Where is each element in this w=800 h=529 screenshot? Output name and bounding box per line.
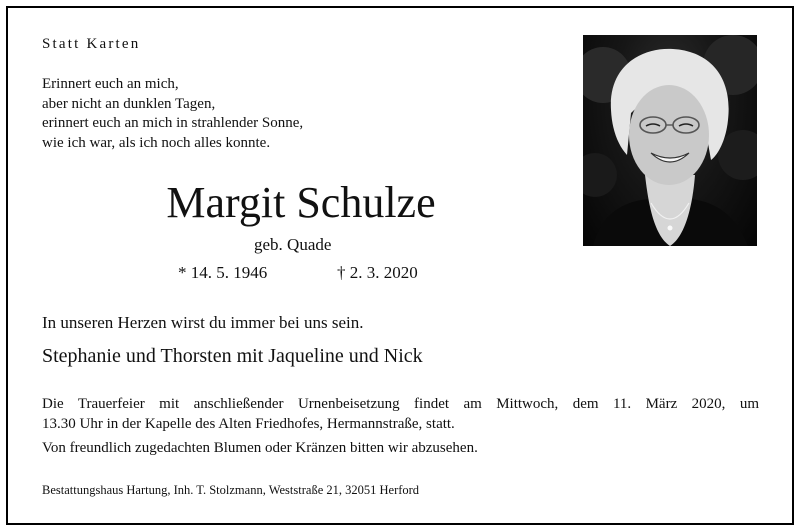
motto-line: In unseren Herzen wirst du immer bei uns sein. — [42, 313, 364, 332]
funeral-home: Bestattungshaus Hartung, Inh. T. Stolzmann, Weststraße 21, 32051 Herford — [42, 483, 420, 497]
death-date: † 2. 3. 2020 — [337, 263, 418, 282]
maiden-name: geb. Quade — [254, 235, 332, 254]
ceremony-line: 13.30 Uhr in der Kapelle des Alten Friedhofes, Hermannstraße, statt. — [42, 416, 455, 432]
notice-header: Statt Karten — [42, 36, 141, 52]
poem-line: aber nicht an dunklen Tagen, — [42, 95, 216, 112]
portrait-illustration — [583, 35, 757, 246]
birth-date: * 14. 5. 1946 — [178, 263, 268, 282]
poem — [42, 75, 303, 153]
poem-line: Erinnert euch an mich, — [42, 76, 179, 92]
portrait-photo — [583, 35, 757, 246]
ceremony-text — [42, 394, 759, 434]
deceased-name: Margit Schulze — [166, 178, 436, 227]
poem-line: wie ich war, als ich noch alles konnte. — [42, 134, 271, 151]
poem-line: erinnert euch an mich in strahlender Sonne, — [42, 115, 304, 131]
flowers-request: Von freundlich zugedachten Blumen oder Kränzen bitten wir abzusehen. — [42, 440, 478, 456]
ceremony-line: Die Trauerfeier mit anschließender Urnenbeisetzung findet am Mittwoch, dem 11. März 2020, um — [42, 396, 759, 412]
mourners-line: Stephanie und Thorsten mit Jaqueline und Nick — [42, 345, 423, 367]
